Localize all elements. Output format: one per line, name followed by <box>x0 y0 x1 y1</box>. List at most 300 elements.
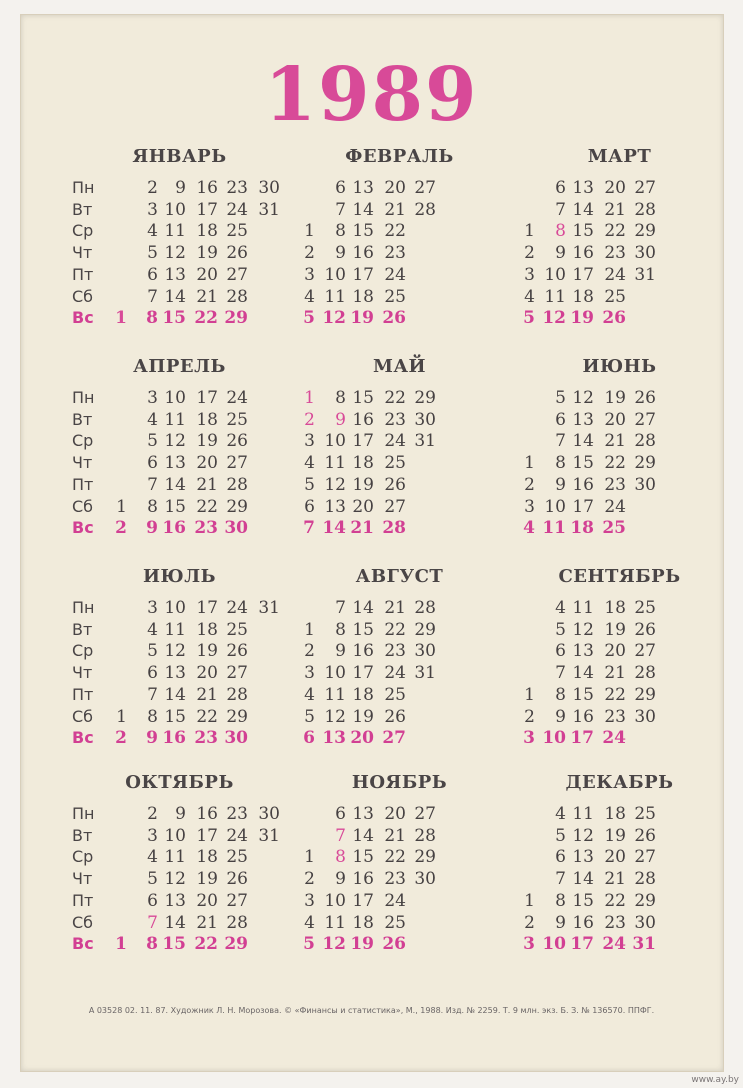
day-number: 18 <box>352 912 374 933</box>
day-number: 11 <box>164 221 186 242</box>
day-number: 24 <box>226 598 248 618</box>
day-number: 25 <box>634 598 656 618</box>
day-number: 31 <box>632 934 656 955</box>
day-number: 18 <box>196 221 218 242</box>
weekday-row <box>512 913 727 935</box>
day-number: 28 <box>226 474 248 495</box>
day-number: 29 <box>634 453 656 474</box>
day-number: 18 <box>604 598 626 618</box>
weekday-row <box>292 497 507 519</box>
day-number: 22 <box>604 684 626 705</box>
day-number: 8 <box>555 684 566 705</box>
day-number: 17 <box>352 663 374 684</box>
weekday-label: Вт <box>72 409 93 429</box>
weekday-label: Пт <box>72 264 94 284</box>
weekday-row <box>292 891 507 913</box>
weekday-row <box>72 891 287 913</box>
day-number: 21 <box>384 598 406 618</box>
weekday-row <box>512 497 727 519</box>
weekday-row <box>292 728 507 750</box>
day-number: 13 <box>164 264 186 285</box>
day-number: 6 <box>147 890 158 911</box>
day-number: 4 <box>304 286 315 307</box>
day-number: 26 <box>602 308 626 329</box>
day-number: 14 <box>352 598 374 618</box>
weekday-row <box>292 431 507 453</box>
day-number: 11 <box>324 684 346 705</box>
weekday-row <box>72 431 287 453</box>
weekday-row <box>512 826 727 848</box>
weekday-row <box>72 804 287 826</box>
day-number: 28 <box>382 518 406 539</box>
day-number: 19 <box>352 474 374 495</box>
day-number: 18 <box>570 518 594 539</box>
day-number: 1 <box>115 308 127 329</box>
weekday-row <box>512 221 727 243</box>
day-number: 16 <box>196 804 218 824</box>
day-number: 16 <box>572 706 594 727</box>
day-number: 2 <box>304 869 315 890</box>
month-block <box>292 146 507 351</box>
year-title: 1989 <box>264 52 479 138</box>
day-number: 3 <box>304 431 315 452</box>
weekday-label: Сб <box>72 286 94 306</box>
day-number: 14 <box>164 684 186 705</box>
imprint-footer: А 03528 02. 11. 87. Художник Л. Н. Морозова. © «Финансы и статистика», М., 1988. Изд. № 2259. Т. 9 млн. экз. Б. З. № 136570. ППФГ. <box>88 1006 655 1015</box>
day-number: 6 <box>555 409 566 430</box>
day-number: 12 <box>572 619 594 640</box>
day-number: 8 <box>147 496 158 517</box>
day-number: 25 <box>226 221 248 242</box>
month-block <box>72 146 287 351</box>
day-number: 24 <box>226 199 248 220</box>
day-number: 28 <box>226 286 248 307</box>
day-number: 29 <box>414 619 436 640</box>
day-number: 8 <box>335 221 346 242</box>
day-number: 29 <box>634 221 656 242</box>
day-number: 3 <box>147 598 158 618</box>
day-number: 13 <box>572 409 594 430</box>
day-number: 21 <box>604 431 626 452</box>
day-number: 2 <box>147 804 158 824</box>
day-number: 16 <box>352 409 374 430</box>
weekday-row <box>72 620 287 642</box>
month-block <box>72 566 287 771</box>
day-number: 20 <box>604 409 626 430</box>
day-number: 13 <box>352 804 374 824</box>
weekday-row <box>292 663 507 685</box>
day-number: 28 <box>414 825 436 846</box>
day-number: 19 <box>350 934 374 955</box>
day-number: 23 <box>194 518 218 539</box>
day-number: 30 <box>634 243 656 264</box>
day-number: 8 <box>555 890 566 911</box>
day-number: 21 <box>604 663 626 684</box>
weekday-label: Пн <box>72 804 95 823</box>
day-number: 20 <box>604 178 626 198</box>
day-number: 17 <box>352 890 374 911</box>
day-number: 8 <box>555 221 566 242</box>
weekday-row <box>512 707 727 729</box>
weekday-row <box>292 265 507 287</box>
day-number: 22 <box>194 308 218 329</box>
day-number: 10 <box>164 388 186 408</box>
weekday-row <box>292 847 507 869</box>
day-number: 11 <box>324 912 346 933</box>
day-number: 22 <box>384 388 406 408</box>
day-number: 3 <box>523 728 535 749</box>
day-number: 5 <box>523 308 535 329</box>
day-number: 23 <box>604 912 626 933</box>
day-number: 14 <box>164 286 186 307</box>
day-number: 12 <box>572 388 594 408</box>
day-number: 6 <box>304 496 315 517</box>
weekday-row <box>292 685 507 707</box>
day-number: 16 <box>572 474 594 495</box>
weekday-row <box>72 707 287 729</box>
day-number: 18 <box>196 409 218 430</box>
day-number: 9 <box>555 706 566 727</box>
day-number: 6 <box>147 453 158 474</box>
day-number: 14 <box>352 825 374 846</box>
day-number: 26 <box>226 243 248 264</box>
weekday-row <box>512 891 727 913</box>
watermark: www.ay.by <box>691 1075 739 1085</box>
day-number: 18 <box>604 804 626 824</box>
day-number: 16 <box>572 243 594 264</box>
day-number: 9 <box>146 518 158 539</box>
day-number: 22 <box>384 221 406 242</box>
day-number: 9 <box>175 178 186 198</box>
day-number: 16 <box>162 518 186 539</box>
weekday-row <box>292 453 507 475</box>
weekday-label: Ср <box>72 641 94 661</box>
day-number: 4 <box>147 409 158 430</box>
day-number: 12 <box>164 243 186 264</box>
weekday-row <box>512 663 727 685</box>
day-number: 5 <box>147 869 158 890</box>
day-number: 13 <box>352 178 374 198</box>
day-number: 27 <box>414 804 436 824</box>
month-block <box>72 772 287 977</box>
day-number: 29 <box>634 890 656 911</box>
day-number: 15 <box>352 388 374 408</box>
day-number: 3 <box>147 199 158 220</box>
weekday-row <box>292 388 507 410</box>
day-number: 11 <box>164 847 186 868</box>
day-number: 15 <box>164 496 186 517</box>
day-number: 4 <box>555 598 566 618</box>
weekday-label: Сб <box>72 496 94 516</box>
weekday-label: Вт <box>72 199 93 219</box>
day-number: 28 <box>226 912 248 933</box>
day-number: 18 <box>352 286 374 307</box>
weekday-row <box>72 265 287 287</box>
day-number: 1 <box>115 934 127 955</box>
month-name: АВГУСТ <box>355 566 444 587</box>
day-number: 22 <box>604 453 626 474</box>
day-number: 26 <box>384 706 406 727</box>
weekday-row <box>512 685 727 707</box>
day-number: 14 <box>572 199 594 220</box>
day-number: 10 <box>164 199 186 220</box>
weekday-row <box>512 453 727 475</box>
day-number: 17 <box>570 728 594 749</box>
day-number: 9 <box>555 474 566 495</box>
day-number: 2 <box>304 641 315 662</box>
day-number: 4 <box>304 912 315 933</box>
day-number: 31 <box>258 598 280 618</box>
day-number: 13 <box>164 890 186 911</box>
day-number: 14 <box>164 474 186 495</box>
day-number: 7 <box>335 825 346 846</box>
day-number: 27 <box>634 641 656 662</box>
day-number: 20 <box>384 804 406 824</box>
day-number: 15 <box>572 221 594 242</box>
day-number: 23 <box>194 728 218 749</box>
day-number: 10 <box>164 598 186 618</box>
day-number: 2 <box>524 706 535 727</box>
weekday-row <box>292 243 507 265</box>
day-number: 24 <box>384 264 406 285</box>
day-number: 7 <box>335 598 346 618</box>
day-number: 21 <box>196 286 218 307</box>
day-number: 7 <box>303 518 315 539</box>
day-number: 18 <box>572 286 594 307</box>
day-number: 28 <box>634 199 656 220</box>
day-number: 27 <box>226 663 248 684</box>
weekday-row <box>512 804 727 826</box>
day-number: 23 <box>226 178 248 198</box>
day-number: 8 <box>335 388 346 408</box>
day-number: 9 <box>335 243 346 264</box>
day-number: 23 <box>226 804 248 824</box>
day-number: 6 <box>555 178 566 198</box>
weekday-row <box>72 497 287 519</box>
day-number: 21 <box>196 684 218 705</box>
day-number: 2 <box>524 912 535 933</box>
weekday-row <box>292 826 507 848</box>
day-number: 13 <box>322 728 346 749</box>
weekday-row <box>72 847 287 869</box>
day-number: 20 <box>604 641 626 662</box>
day-number: 2 <box>304 409 315 430</box>
weekday-row <box>72 410 287 432</box>
month-name: ИЮЛЬ <box>143 566 216 587</box>
weekday-label: Вс <box>72 308 94 328</box>
day-number: 24 <box>384 890 406 911</box>
day-number: 17 <box>352 431 374 452</box>
day-number: 29 <box>224 308 248 329</box>
day-number: 27 <box>226 453 248 474</box>
day-number: 28 <box>634 869 656 890</box>
day-number: 24 <box>604 264 626 285</box>
weekday-row <box>512 243 727 265</box>
month-name: ДЕКАБРЬ <box>565 772 674 793</box>
weekday-row <box>72 598 287 620</box>
day-number: 5 <box>555 825 566 846</box>
day-number: 30 <box>634 912 656 933</box>
day-number: 19 <box>196 243 218 264</box>
month-block <box>512 772 727 977</box>
day-number: 4 <box>147 847 158 868</box>
weekday-row <box>512 308 727 330</box>
weekday-label: Чт <box>72 869 93 889</box>
day-number: 24 <box>384 663 406 684</box>
day-number: 14 <box>572 663 594 684</box>
day-number: 6 <box>303 728 315 749</box>
weekday-row <box>512 847 727 869</box>
day-number: 4 <box>304 453 315 474</box>
weekday-row <box>512 287 727 309</box>
day-number: 8 <box>146 308 158 329</box>
day-number: 4 <box>147 619 158 640</box>
day-number: 2 <box>115 728 127 749</box>
weekday-label: Пн <box>72 178 95 197</box>
day-number: 28 <box>634 431 656 452</box>
day-number: 12 <box>322 308 346 329</box>
day-number: 17 <box>570 934 594 955</box>
day-number: 17 <box>572 264 594 285</box>
weekday-row <box>72 869 287 891</box>
day-number: 21 <box>196 912 218 933</box>
day-number: 22 <box>604 890 626 911</box>
day-number: 23 <box>604 474 626 495</box>
month-block <box>292 772 507 977</box>
day-number: 9 <box>335 641 346 662</box>
weekday-row <box>292 308 507 330</box>
day-number: 4 <box>147 221 158 242</box>
weekday-row <box>72 308 287 330</box>
month-block <box>292 566 507 771</box>
day-number: 10 <box>544 496 566 517</box>
day-number: 22 <box>194 934 218 955</box>
day-number: 16 <box>162 728 186 749</box>
day-number: 1 <box>304 847 315 868</box>
day-number: 21 <box>384 825 406 846</box>
month-block <box>512 146 727 351</box>
day-number: 11 <box>324 453 346 474</box>
day-number: 4 <box>523 518 535 539</box>
weekday-row <box>292 178 507 200</box>
day-number: 9 <box>175 804 186 824</box>
day-number: 16 <box>196 178 218 198</box>
day-number: 17 <box>352 264 374 285</box>
day-number: 12 <box>164 869 186 890</box>
weekday-row <box>72 475 287 497</box>
day-number: 20 <box>604 847 626 868</box>
weekday-row <box>292 641 507 663</box>
day-number: 1 <box>524 684 535 705</box>
weekday-label: Пн <box>72 388 95 407</box>
day-number: 11 <box>542 518 566 539</box>
day-number: 22 <box>384 847 406 868</box>
day-number: 22 <box>604 221 626 242</box>
day-number: 15 <box>572 453 594 474</box>
day-number: 27 <box>634 409 656 430</box>
day-number: 2 <box>147 178 158 198</box>
month-name: ФЕВРАЛЬ <box>345 146 454 167</box>
weekday-label: Пн <box>72 598 95 617</box>
day-number: 5 <box>303 934 315 955</box>
day-number: 29 <box>224 934 248 955</box>
day-number: 11 <box>544 286 566 307</box>
day-number: 4 <box>524 286 535 307</box>
day-number: 7 <box>147 286 158 307</box>
day-number: 12 <box>164 641 186 662</box>
day-number: 20 <box>196 264 218 285</box>
day-number: 24 <box>384 431 406 452</box>
day-number: 27 <box>226 890 248 911</box>
day-number: 24 <box>226 825 248 846</box>
day-number: 26 <box>382 308 406 329</box>
weekday-row <box>72 243 287 265</box>
day-number: 3 <box>523 934 535 955</box>
weekday-row <box>512 598 727 620</box>
weekday-label: Пт <box>72 684 94 704</box>
day-number: 26 <box>382 934 406 955</box>
day-number: 26 <box>226 431 248 452</box>
day-number: 14 <box>572 869 594 890</box>
weekday-row <box>512 178 727 200</box>
day-number: 21 <box>350 518 374 539</box>
day-number: 14 <box>352 199 374 220</box>
day-number: 24 <box>226 388 248 408</box>
day-number: 6 <box>335 804 346 824</box>
weekday-row <box>72 453 287 475</box>
weekday-label: Пт <box>72 890 94 910</box>
day-number: 6 <box>147 264 158 285</box>
day-number: 29 <box>414 388 436 408</box>
day-number: 19 <box>604 619 626 640</box>
day-number: 15 <box>164 706 186 727</box>
day-number: 19 <box>196 869 218 890</box>
weekday-label: Чт <box>72 243 93 263</box>
day-number: 9 <box>335 869 346 890</box>
day-number: 21 <box>384 199 406 220</box>
weekday-row <box>512 388 727 410</box>
day-number: 9 <box>335 409 346 430</box>
day-number: 21 <box>196 474 218 495</box>
day-number: 19 <box>352 706 374 727</box>
day-number: 15 <box>352 847 374 868</box>
day-number: 25 <box>384 684 406 705</box>
day-number: 1 <box>304 619 315 640</box>
weekday-row <box>72 663 287 685</box>
day-number: 26 <box>634 388 656 408</box>
day-number: 7 <box>555 869 566 890</box>
day-number: 9 <box>555 912 566 933</box>
day-number: 10 <box>324 431 346 452</box>
day-number: 13 <box>572 847 594 868</box>
day-number: 30 <box>224 518 248 539</box>
weekday-row <box>292 934 507 956</box>
weekday-label: Пт <box>72 474 94 494</box>
day-number: 20 <box>196 890 218 911</box>
day-number: 18 <box>352 453 374 474</box>
month-name: МАЙ <box>372 356 427 377</box>
day-number: 19 <box>196 431 218 452</box>
weekday-row <box>512 728 727 750</box>
day-number: 13 <box>164 453 186 474</box>
weekday-row <box>512 265 727 287</box>
day-number: 21 <box>604 199 626 220</box>
day-number: 27 <box>226 264 248 285</box>
day-number: 25 <box>604 286 626 307</box>
day-number: 15 <box>352 619 374 640</box>
day-number: 23 <box>384 409 406 430</box>
day-number: 29 <box>226 706 248 727</box>
